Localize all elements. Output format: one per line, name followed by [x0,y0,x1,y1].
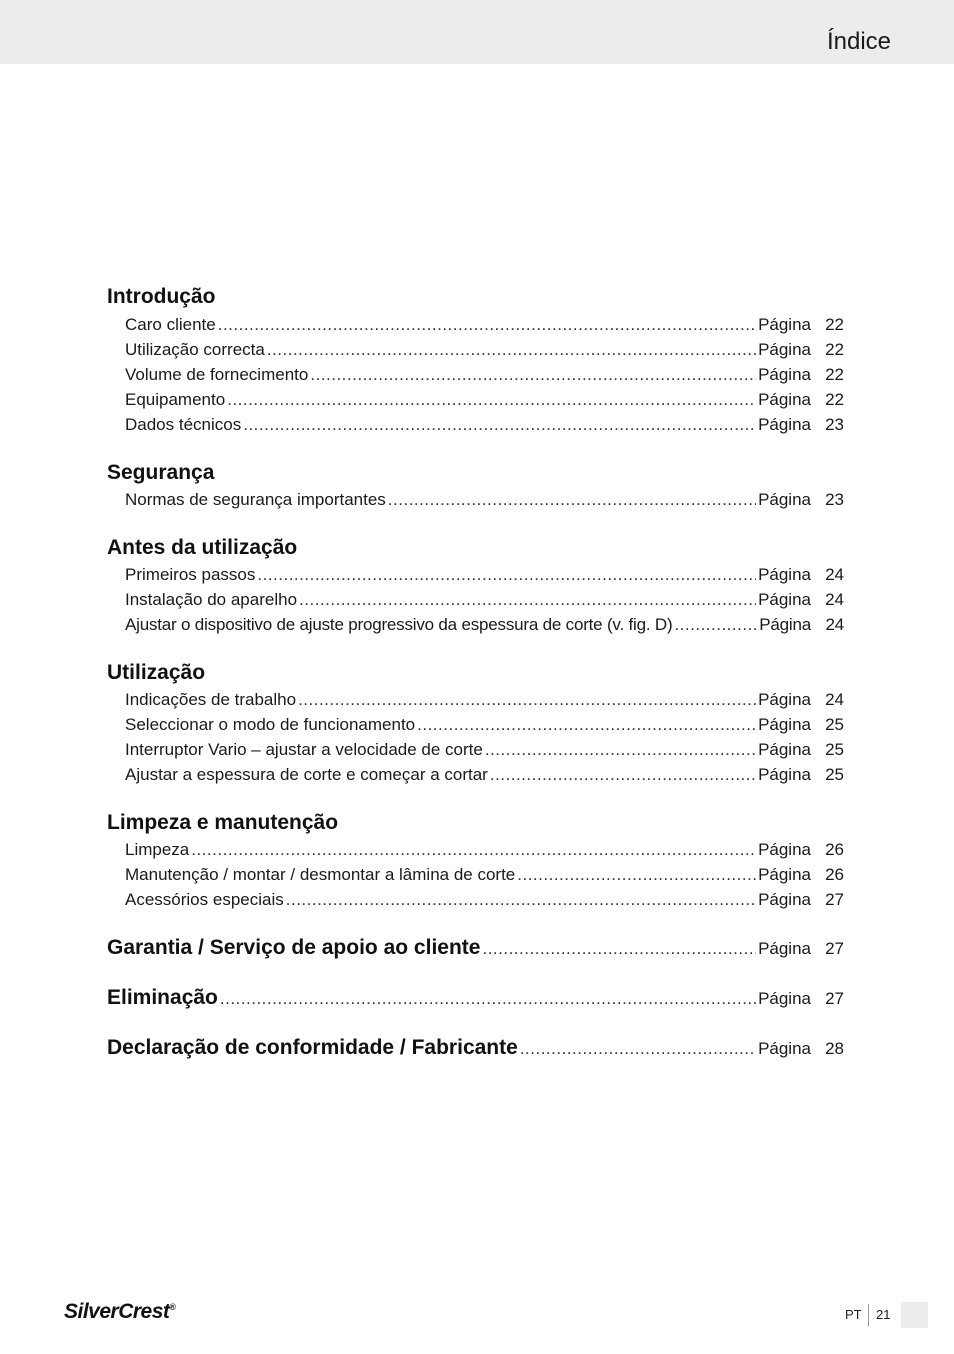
toc-entry[interactable] [125,340,844,362]
toc-entry-page: 25 [825,740,844,759]
page-word: Página [758,315,811,334]
leader-dots [243,415,756,435]
page-word: Página [758,690,811,709]
toc-entry[interactable] [125,565,844,587]
page-word: Página [758,565,811,584]
leader-dots [257,565,756,585]
toc-entry[interactable] [125,490,844,512]
toc-entry-page: 22 [825,390,844,409]
toc-entry[interactable] [125,615,844,637]
brand-name: SilverCrest [64,1300,170,1323]
toc-entry-page: 28 [825,1039,844,1058]
toc-entry[interactable] [125,390,844,412]
toc-entry[interactable] [125,890,844,912]
leader-dots [517,865,756,885]
page-title: Índice [826,28,891,55]
page-word: Página [758,415,811,434]
toc-standalone-title: Eliminação [107,986,218,1009]
toc-standalone-entry[interactable] [107,936,844,964]
leader-dots [485,740,756,760]
page-word: Página [758,840,811,859]
page-word: Página [758,490,811,509]
toc-entry[interactable] [125,690,844,712]
toc-entry-page: 26 [825,840,844,859]
toc-entry-page: 22 [825,365,844,384]
toc-entry[interactable] [125,590,844,612]
toc-entry-label: Ajustar o dispositivo de ajuste progressivo da espessura de corte (v. fig. D) [125,615,673,634]
leader-dots [220,989,756,1009]
toc-section-title: Utilização [107,661,206,684]
toc-entry-page: 27 [825,939,844,958]
page-word: Página [758,340,811,359]
toc-standalone-entry[interactable] [107,1036,844,1064]
toc-entry-page: 27 [825,890,844,909]
leader-dots [417,715,756,735]
toc-entry-page: 24 [825,690,844,709]
brand-logo [64,1300,176,1324]
leader-dots [482,939,756,959]
toc-entry-page: 24 [825,565,844,584]
page-word: Página [759,615,811,634]
leader-dots [388,490,756,510]
toc-entry[interactable] [125,865,844,887]
page-word: Página [758,865,811,884]
toc-entry[interactable] [125,315,844,337]
toc-entry-label: Interruptor Vario – ajustar a velocidade de corte [125,740,483,759]
page-word: Página [758,939,811,958]
toc-entry-page: 25 [825,765,844,784]
page-word: Página [758,1039,811,1058]
header-band [0,0,954,64]
toc-entry-page: 26 [825,865,844,884]
leader-dots [191,840,756,860]
toc-entry-label: Indicações de trabalho [125,690,297,709]
toc-entry-page: 23 [825,490,844,509]
page-word: Página [758,715,811,734]
toc-entry[interactable] [125,365,844,387]
toc-standalone-entry[interactable] [107,986,844,1014]
page-word: Página [758,740,811,759]
leader-dots [218,315,756,335]
page-word: Página [758,390,811,409]
page-word: Página [758,765,811,784]
page-word: Página [758,365,811,384]
toc-entry-page: 27 [825,989,844,1008]
toc-entry-page: 22 [825,340,844,359]
toc-entry-label: Equipamento [125,390,226,409]
toc-entry-page: 24 [825,615,844,634]
toc-entry-label: Instalação do aparelho [125,590,298,609]
toc-entry-page: 23 [825,415,844,434]
toc-entry-label: Limpeza [125,840,190,859]
registered-mark: ® [169,1302,176,1312]
toc-entry[interactable] [125,840,844,862]
leader-dots [298,690,756,710]
leader-dots [227,390,756,410]
page-word: Página [758,890,811,909]
toc-entry-page: 22 [825,315,844,334]
toc-entry-label: Ajustar a espessura de corte e começar a cortar [125,765,488,784]
toc-entry-label: Primeiros passos [125,565,256,584]
toc-entry-label: Manutenção / montar / desmontar a lâmina de corte [125,865,516,884]
toc-section-title: Introdução [107,285,216,308]
toc-entry-label: Seleccionar o modo de funcionamento [125,715,416,734]
leader-dots [674,615,757,635]
leader-dots [310,365,756,385]
toc-section-title: Antes da utilização [107,536,298,559]
toc-entry-label: Dados técnicos [125,415,242,434]
toc-entry[interactable] [125,765,844,787]
toc-entry-label: Volume de fornecimento [125,365,309,384]
toc-section-title: Segurança [107,461,215,484]
leader-dots [267,340,756,360]
footer-tab [901,1302,928,1328]
toc-entry[interactable] [125,715,844,737]
toc-entry-label: Acessórios especiais [125,890,284,909]
leader-dots [490,765,756,785]
toc-entry[interactable] [125,740,844,762]
footer-divider [868,1304,869,1326]
toc-standalone-title: Declaração de conformidade / Fabricante [107,1036,518,1059]
toc-standalone-title: Garantia / Serviço de apoio ao cliente [107,936,481,959]
toc-entry-label: Caro cliente [125,315,216,334]
toc-entry-label: Normas de segurança importantes [125,490,386,509]
toc-entry-page: 24 [825,590,844,609]
page-word: Página [758,590,811,609]
toc-entry[interactable] [125,415,844,437]
leader-dots [286,890,756,910]
toc-entry-label: Utilização correcta [125,340,265,359]
page-number: 21 [876,1307,891,1322]
page-word: Página [758,989,811,1008]
leader-dots [299,590,756,610]
leader-dots [520,1039,756,1059]
toc-section-title: Limpeza e manutenção [107,811,339,834]
language-code: PT [845,1307,862,1322]
toc-entry-page: 25 [825,715,844,734]
